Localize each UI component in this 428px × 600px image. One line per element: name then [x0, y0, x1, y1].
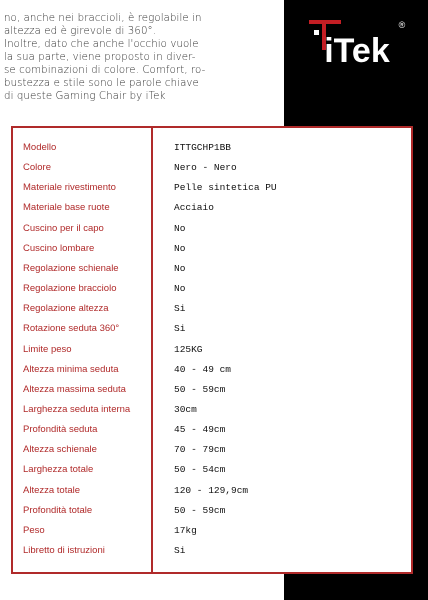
spec-row — [13, 440, 411, 460]
spec-row — [13, 460, 411, 480]
spec-label: Materiale base ruote — [23, 202, 110, 214]
spec-value: 17kg — [174, 524, 197, 536]
spec-row — [13, 299, 411, 319]
spec-value: 45 - 49cm — [174, 424, 226, 436]
spec-row — [13, 360, 411, 380]
spec-label: Colore — [23, 162, 51, 174]
spec-row — [13, 198, 411, 218]
spec-value: Pelle sintetica PU — [174, 182, 277, 194]
spec-value: 50 - 59cm — [174, 504, 226, 516]
spec-value: No — [174, 262, 186, 274]
spec-label: Profondità seduta — [23, 424, 98, 436]
spec-row — [13, 259, 411, 279]
spec-value: 50 - 54cm — [174, 464, 226, 476]
spec-label: Cuscino per il capo — [23, 222, 104, 234]
spec-row — [13, 279, 411, 299]
spec-label: Regolazione schienale — [23, 262, 119, 274]
spec-row — [13, 400, 411, 420]
spec-value: ITTGCHP1BB — [174, 142, 232, 153]
spec-value: 120 - 129,9cm — [174, 484, 249, 496]
spec-row — [13, 178, 411, 198]
logo-wordmark: iTek — [324, 32, 390, 70]
spec-row — [13, 380, 411, 400]
spec-label: Peso — [23, 524, 45, 536]
spec-label: Materiale rivestimento — [23, 182, 116, 194]
spec-row — [13, 219, 411, 239]
spec-label: Rotazione seduta 360° — [23, 323, 120, 335]
spec-value: Si — [174, 545, 186, 556]
spec-row — [13, 158, 411, 178]
spec-value: Si — [174, 323, 186, 335]
spec-label: Altezza minima seduta — [23, 363, 119, 375]
spec-label: Modello — [23, 142, 57, 153]
spec-label: Altezza schienale — [23, 444, 97, 456]
spec-row — [13, 501, 411, 521]
spec-value: 30cm — [174, 403, 197, 415]
spec-label: Libretto di istruzioni — [23, 545, 105, 556]
spec-label: Limite peso — [23, 343, 72, 355]
spec-label: Larghezza totale — [23, 464, 94, 476]
spec-row — [13, 541, 411, 561]
spec-table — [11, 126, 413, 574]
spec-value: Acciaio — [174, 202, 214, 214]
spec-value: No — [174, 222, 186, 234]
spec-value: 40 - 49 cm — [174, 363, 232, 375]
spec-label: Larghezza seduta interna — [23, 403, 131, 415]
spec-value: No — [174, 242, 186, 254]
spec-row — [13, 319, 411, 339]
spec-value: 50 - 59cm — [174, 383, 226, 395]
intro-paragraph: no, anche nei braccioli, è regolabile in altezza ed è girevole di 360°. Inoltre, dato che anche l'occhio vuole la sua parte, viene proposto in diver- se combinazioni di colore. Comfort, ro- bustezza e stile sono le parole chiave di queste Gaming Chair by iTek — [4, 13, 206, 102]
spec-row — [13, 481, 411, 501]
spec-label: Altezza totale — [23, 484, 81, 496]
spec-value: No — [174, 283, 186, 295]
spec-label: Regolazione altezza — [23, 303, 109, 315]
spec-value: Si — [174, 303, 186, 315]
spec-label: Profondità totale — [23, 504, 93, 516]
spec-row — [13, 138, 411, 158]
spec-value: 70 - 79cm — [174, 444, 226, 456]
spec-value: Nero - Nero — [174, 162, 237, 174]
spec-label: Altezza massima seduta — [23, 383, 126, 395]
spec-label: Cuscino lombare — [23, 242, 95, 254]
itek-logo — [307, 18, 407, 74]
spec-row — [13, 521, 411, 541]
spec-row — [13, 239, 411, 259]
spec-label: Regolazione bracciolo — [23, 283, 117, 295]
spec-row — [13, 340, 411, 360]
spec-value: 125KG — [174, 343, 203, 355]
registered-mark: ® — [398, 20, 406, 30]
spec-row — [13, 420, 411, 440]
